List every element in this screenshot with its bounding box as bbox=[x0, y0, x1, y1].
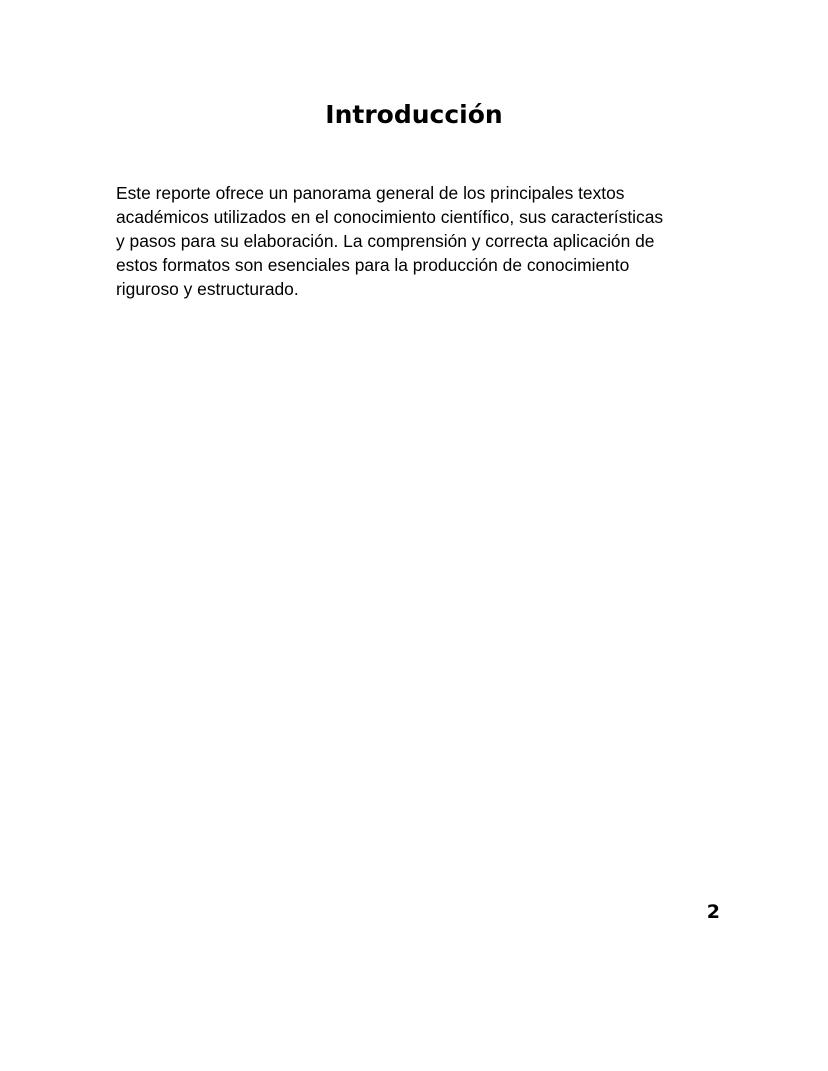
paragraph-line: riguroso y estructurado. bbox=[116, 279, 299, 299]
page-number: 2 bbox=[706, 901, 720, 923]
intro-paragraph bbox=[116, 181, 716, 301]
paragraph-line: estos formatos son esenciales para la producción de conocimiento bbox=[116, 255, 630, 275]
paragraph-line: académicos utilizados en el conocimiento científico, sus características bbox=[116, 207, 664, 227]
paragraph-line: y pasos para su elaboración. La comprensión y correcta aplicación de bbox=[116, 231, 655, 251]
paragraph-line: Este reporte ofrece un panorama general de los principales textos bbox=[116, 183, 625, 203]
page-title: Introducción bbox=[325, 100, 503, 129]
